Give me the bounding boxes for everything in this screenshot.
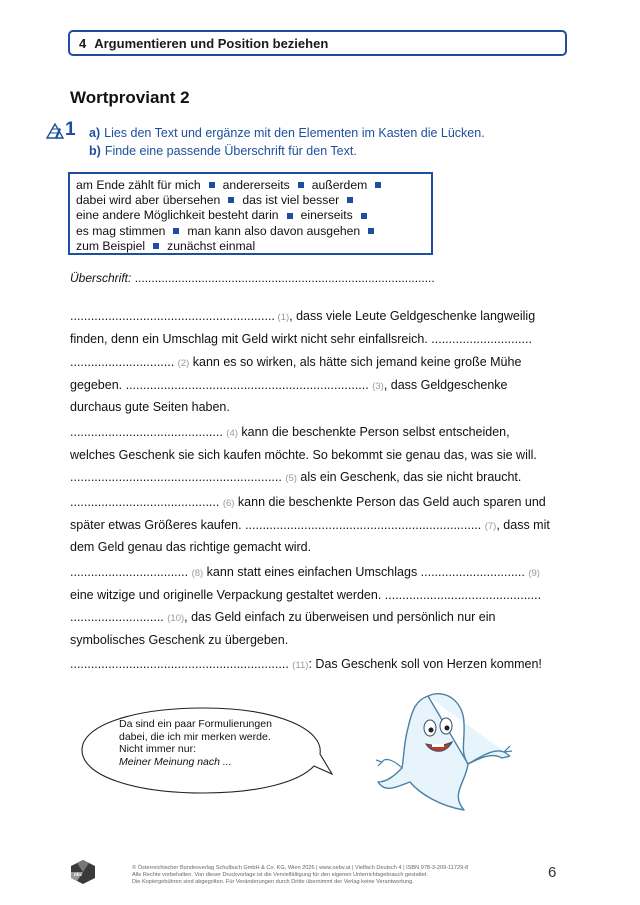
footer-line: Die Kopiergebühren sind abgegolten. Für Veränderungen durch Dritte übernimmt der Verlag keine Verantwortung.: [132, 879, 414, 886]
text-line: [70, 378, 508, 392]
word-box-item: dabei wird aber übersehen: [76, 193, 221, 208]
text-segment: dem Geld genau das richtige gemacht wird.: [70, 540, 312, 554]
text-segment: gegeben. ......................................................................: [70, 378, 373, 392]
gap-number: (11): [292, 660, 309, 671]
gap-number: (10): [167, 613, 185, 624]
word-box-item: zum Beispiel: [76, 238, 146, 253]
headline-dots: ..........................................................................................: [131, 271, 435, 285]
word-box-row: [76, 239, 425, 254]
word-box-item: andererseits: [222, 178, 290, 192]
gap-number: (2): [177, 358, 190, 369]
text-line: [70, 540, 311, 554]
text-segment: ..............................: [70, 355, 178, 369]
chapter-number: 4: [79, 35, 87, 51]
task-a: [89, 126, 485, 140]
text-segment: , dass Geldgeschenke: [383, 378, 508, 392]
headline-label: Überschrift:: [70, 271, 132, 285]
text-line: [70, 448, 537, 462]
word-box-item: eine andere Möglichkeit besteht darin: [76, 208, 279, 223]
text-line: [70, 355, 521, 369]
gap-number: (7): [484, 521, 497, 532]
text-segment: , dass mit: [496, 518, 550, 532]
gap-number: (4): [226, 428, 238, 439]
text-segment: später etwas Größeres kaufen. ....................................................................: [70, 518, 485, 532]
text-segment: kann statt eines einfachen Umschlags ..............................: [203, 565, 529, 579]
word-box-item: einerseits: [300, 208, 353, 223]
bubble-quote: Meiner Meinung nach ...: [119, 755, 232, 768]
text-line: [70, 518, 550, 532]
text-line: [70, 610, 495, 624]
text-segment: ..................................: [70, 565, 192, 579]
task-a-text: Lies den Text und ergänze mit den Elementen im Kasten die Lücken.: [104, 126, 485, 140]
text-line: [70, 495, 546, 509]
text-line: [70, 565, 540, 579]
square-bullet-icon: [209, 182, 215, 188]
task-b: [89, 144, 357, 158]
gap-number: (1): [274, 312, 290, 323]
text-segment: kann die beschenkte Person das Geld auch sparen und: [234, 495, 546, 509]
task-a-label: a): [89, 126, 101, 140]
text-segment: kann es so wirken, als hätte sich jemand keine große Mühe: [189, 355, 522, 369]
gap-number: (6): [222, 498, 235, 509]
publisher-logo-icon: [68, 859, 98, 885]
square-bullet-icon: [228, 197, 234, 203]
word-box-item: außerdem: [311, 178, 368, 192]
task-b-label: b): [89, 144, 101, 158]
word-box-row: [76, 224, 425, 239]
word-box-row: [76, 208, 425, 223]
text-segment: kann die beschenkte Person selbst entscheiden,: [237, 425, 510, 439]
word-box-row: [76, 178, 425, 193]
text-line: [70, 332, 532, 346]
square-bullet-icon: [347, 197, 353, 203]
page-number: 6: [548, 864, 557, 881]
text-segment: , dass viele Leute Geldgeschenke langweilig: [289, 309, 536, 323]
square-bullet-icon: [368, 228, 374, 234]
word-box-item: das ist viel besser: [242, 193, 340, 208]
square-bullet-icon: [298, 182, 304, 188]
text-line: [70, 425, 510, 439]
bubble-line: Da sind ein paar Formulierungen: [119, 718, 272, 730]
text-line: [70, 633, 288, 647]
footer-line: Alle Rechte vorbehalten. Von dieser Druckvorlage ist die Vervielfältigung für den eigenen Unterrichtsgebrauch gestattet.: [132, 872, 429, 879]
word-box: [68, 172, 433, 255]
word-box-item: zunächst einmal: [167, 238, 256, 253]
headline-line[interactable]: [70, 271, 435, 285]
task-b-text: Finde eine passende Überschrift für den Text.: [104, 144, 357, 158]
text-segment: welches Geschenk sie sich kaufen möchte. So bekommt sie genau das, was sie will.: [70, 448, 537, 462]
word-box-item: es mag stimmen: [76, 223, 166, 238]
text-line: [70, 400, 230, 414]
bubble-line: dabei, die ich mir merken werde.: [119, 730, 271, 743]
chapter-header: [68, 30, 567, 56]
word-box-item: am Ende zählt für mich: [76, 178, 201, 192]
chapter-title: Argumentieren und Position beziehen: [94, 35, 329, 51]
copyright-footer: [132, 865, 542, 887]
text-segment: ...........................: [70, 610, 168, 624]
text-segment: durchaus gute Seiten haben.: [70, 400, 230, 414]
square-bullet-icon: [173, 228, 179, 234]
text-segment: ...........................................................: [70, 309, 275, 323]
square-bullet-icon: [361, 213, 367, 219]
text-segment: als ein Geschenk, das sie nicht braucht.: [296, 470, 522, 484]
text-line: [70, 470, 521, 484]
footer-line: © Österreichischer Bundesverlag Schulbuch GmbH & Co. KG, Wien 2026 | www.oebv.at | Vielfach Deutsch 4 | ISBN 978-3-209-11729-8: [132, 865, 469, 871]
speech-bubble-text: [119, 718, 289, 768]
text-line: [70, 309, 535, 323]
text-line: [70, 588, 541, 602]
gap-number: (8): [191, 568, 204, 579]
gap-number: (9): [528, 568, 540, 579]
ghost-illustration: [368, 686, 524, 816]
text-segment: eine witzige und originelle Verpackung gestaltet werden. .............................................: [70, 588, 542, 602]
word-box-item: man kann also davon ausgehen: [187, 223, 361, 238]
square-bullet-icon: [153, 243, 159, 249]
text-segment: : Das Geschenk soll von Herzen kommen!: [308, 657, 542, 671]
gap-number: (5): [285, 473, 297, 484]
task-number: 1: [65, 119, 76, 140]
text-segment: ............................................: [70, 425, 227, 439]
text-line: [70, 657, 542, 671]
text-segment: , das Geld einfach zu überweisen und persönlich nur ein: [184, 610, 496, 624]
square-bullet-icon: [375, 182, 381, 188]
text-segment: symbolisches Geschenk zu übergeben.: [70, 633, 289, 647]
pencil-ruler-icon: [46, 122, 65, 139]
page-title: Wortproviant 2: [70, 88, 190, 107]
word-box-row: [76, 193, 425, 208]
gap-number: (3): [372, 381, 384, 392]
bubble-line: Nicht immer nur:: [119, 743, 197, 755]
text-segment: ...............................................................: [70, 657, 293, 671]
text-segment: ...........................................: [70, 495, 223, 509]
square-bullet-icon: [287, 213, 293, 219]
text-segment: finden, denn ein Umschlag mit Geld wirkt nicht sehr einfallsreich. .............................: [70, 332, 532, 346]
publisher-logo-text: öbv: [74, 872, 83, 877]
text-segment: .............................................................: [70, 470, 286, 484]
